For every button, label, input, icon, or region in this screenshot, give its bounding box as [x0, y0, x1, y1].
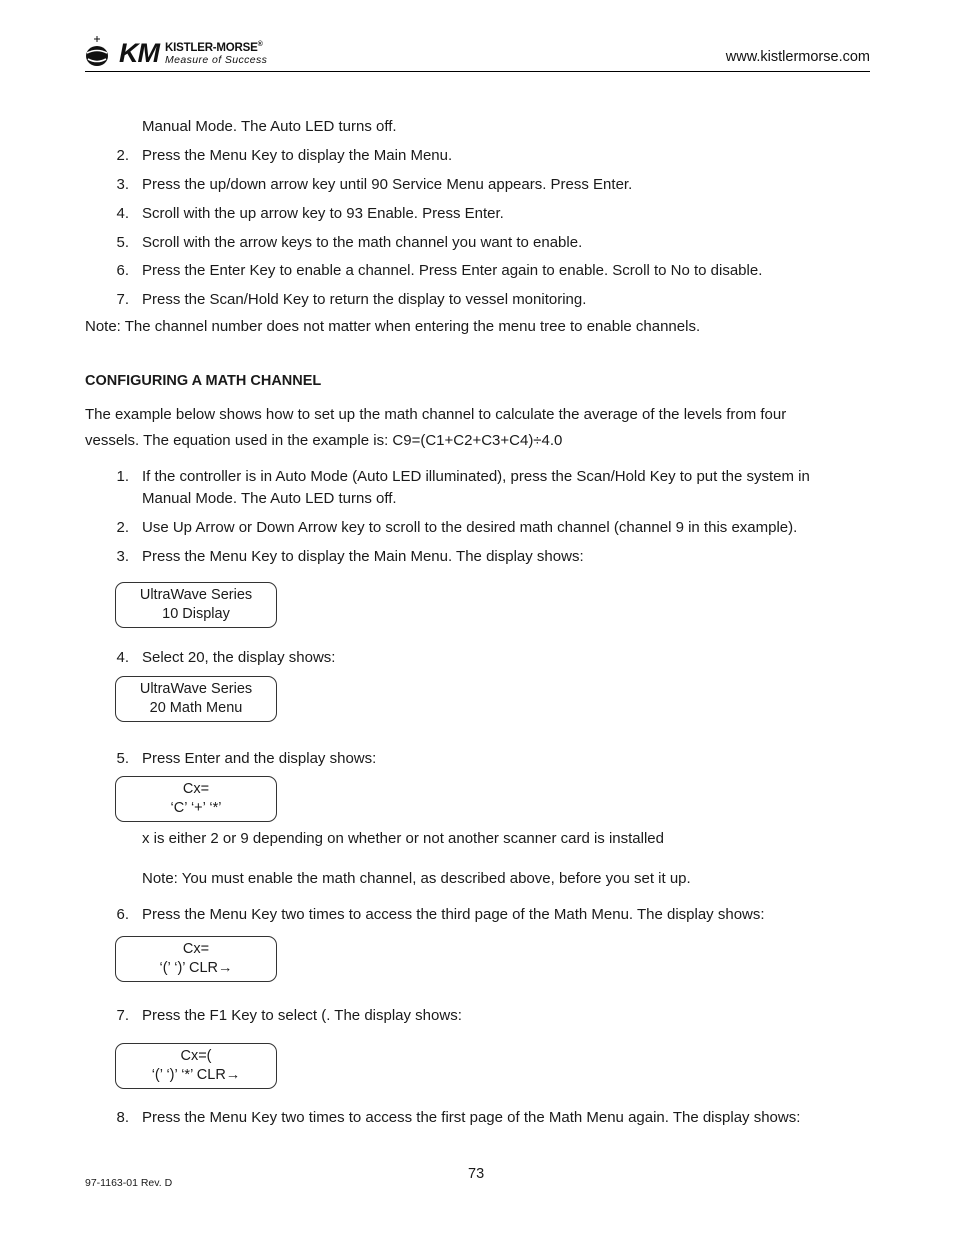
lcd-line: Cx= [182, 781, 210, 797]
lcd-line: Cx= [182, 941, 210, 957]
step-number: 2. [116, 519, 129, 536]
step-text: If the controller is in Auto Mode (Auto LED illuminated), press the Scan/Hold Key to put the system in [142, 468, 810, 485]
step-detail: x is either 2 or 9 depending on whether or not another scanner card is installed [142, 830, 664, 847]
list-item: Press the Menu Key to display the Main Menu. [142, 147, 453, 164]
logo-mark-icon [85, 36, 115, 70]
step-note: Note: You must enable the math channel, as described above, before you set it up. [142, 870, 691, 887]
lcd-display [115, 676, 277, 722]
step-text: Press the Menu Key two times to access the first page of the Math Menu again. The display shows: [142, 1109, 801, 1126]
list-item: Scroll with the up arrow key to 93 Enable. Press Enter. [142, 205, 504, 222]
lcd-display [115, 1043, 277, 1089]
step-number: 6. [116, 906, 129, 923]
lcd-display [115, 776, 277, 822]
step-text: Press Enter and the display shows: [142, 750, 377, 767]
list-number: 4. [116, 205, 129, 222]
list-item: Press the up/down arrow key until 90 Service Menu appears. Press Enter. [142, 176, 633, 193]
logo-initials: KM [119, 38, 159, 68]
section-heading: CONFIGURING A MATH CHANNEL [85, 373, 322, 389]
page-number: 73 [468, 1166, 485, 1182]
lcd-line: Cx=( [180, 1048, 212, 1064]
list-number: 3. [116, 176, 129, 193]
kistler-morse-logo [85, 36, 285, 70]
lcd-line: ‘(’ ‘)’ ‘*’ CLR→ [151, 1067, 241, 1083]
lcd-line: ‘C’ ‘+’ ‘*’ [170, 800, 222, 816]
document-number: 97-1163-01 Rev. D [85, 1177, 173, 1189]
list-number: 6. [116, 262, 129, 279]
step-number: 3. [116, 548, 129, 565]
logo-tagline: Measure of Success [165, 54, 268, 66]
intro-paragraph-line: The example below shows how to set up the math channel to calculate the average of the levels from four [85, 406, 787, 423]
step-text: Use Up Arrow or Down Arrow key to scroll to the desired math channel (channel 9 in this example). [142, 519, 798, 536]
intro-paragraph-line: vessels. The equation used in the example is: C9=(C1+C2+C3+C4)÷4.0 [85, 432, 563, 449]
website-link[interactable]: www.kistlermorse.com [725, 49, 870, 65]
step-number: 8. [116, 1109, 129, 1126]
list-item: Scroll with the arrow keys to the math channel you want to enable. [142, 234, 583, 251]
lcd-line: 10 Display [162, 606, 230, 622]
step-text: Select 20, the display shows: [142, 649, 336, 666]
lcd-line: UltraWave Series [139, 681, 253, 697]
step-text: Press the F1 Key to select (. The display shows: [142, 1007, 462, 1024]
step-text: Manual Mode. The Auto LED turns off. [142, 490, 397, 507]
lcd-display [115, 582, 277, 628]
list-item: Press the Scan/Hold Key to return the display to vessel monitoring. [142, 291, 587, 308]
list-number: 5. [116, 234, 129, 251]
list-number: 7. [116, 291, 129, 308]
step-text: Press the Menu Key two times to access the third page of the Math Menu. The display shows: [142, 906, 765, 923]
list-continuation: Manual Mode. The Auto LED turns off. [142, 118, 397, 135]
lcd-line: ‘(’ ‘)’ CLR→ [159, 960, 233, 976]
list-item: Press the Enter Key to enable a channel. Press Enter again to enable. Scroll to No to disable. [142, 262, 763, 279]
lcd-display [115, 936, 277, 982]
header-divider [85, 71, 870, 72]
step-number: 1. [116, 468, 129, 485]
logo-brand-name: KISTLER-MORSE® [165, 41, 263, 54]
step-text: Press the Menu Key to display the Main Menu. The display shows: [142, 548, 584, 565]
lcd-line: UltraWave Series [139, 587, 253, 603]
enable-note: Note: The channel number does not matter when entering the menu tree to enable channels. [85, 318, 701, 335]
step-number: 4. [116, 649, 129, 666]
step-number: 7. [116, 1007, 129, 1024]
list-number: 2. [116, 147, 129, 164]
step-number: 5. [116, 750, 129, 767]
lcd-line: 20 Math Menu [149, 700, 243, 716]
